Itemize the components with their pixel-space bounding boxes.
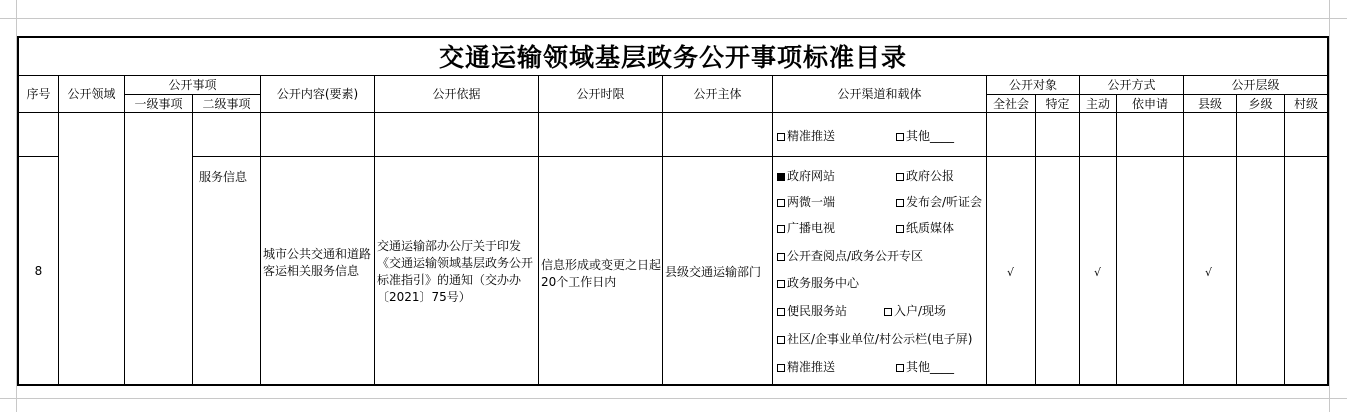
vline [1035,95,1036,385]
gridline [1329,0,1330,412]
header-time-limit: 公开时限 [576,87,625,101]
vline [1236,95,1237,385]
border-right [1327,36,1329,386]
checkbox-unchecked-icon [884,308,892,316]
header-subject: 公开主体 [693,87,742,101]
check-object-all: √ [1007,266,1015,279]
vline [260,76,261,385]
gridline [0,398,1347,399]
check-level-county: √ [1205,266,1213,279]
header-level-village: 村级 [1293,96,1318,111]
row-time-limit: 信息形成或变更之日起20个工作日内 [541,258,662,289]
channel-option: 纸质媒体 [896,220,954,237]
header-matter: 公开事项 [168,78,217,92]
channel-option: 其他____ [896,128,954,145]
header-level-county: 县级 [1197,96,1222,111]
header-channel: 公开渠道和载体 [837,87,922,101]
channel-option: 政府网站 [777,168,835,185]
header-matter-l1: 一级事项 [134,96,183,111]
channel-option: 精准推送 [777,128,835,145]
checkbox-unchecked-icon [777,280,785,288]
channel-option: 入户/现场 [884,303,946,320]
channel-option: 发布会/听证会 [896,194,986,208]
channel-option: 便民服务站 [777,303,847,320]
header-field: 公开领域 [67,87,116,101]
hline-header-bottom [17,112,1329,113]
row-basis: 交通运输部办公厅关于印发《交通运输领域基层政务公开标准指引》的通知（交办办〔2021〕75号） [377,239,534,304]
hline-row-rest [192,156,1328,157]
checkbox-unchecked-icon [777,199,785,207]
checkbox-unchecked-icon [896,173,904,181]
vline [374,76,375,385]
checkbox-unchecked-icon [896,225,904,233]
page-title: 交通运输领域基层政务公开事项标准目录 [438,43,907,72]
vline [1183,76,1184,385]
header-basis: 公开依据 [432,87,481,101]
channel-option: 政务服务中心 [777,275,859,292]
channel-option: 两微一端 [777,194,835,211]
channel-option: 其他____ [896,359,954,376]
checkbox-unchecked-icon [896,133,904,141]
border-bottom [17,384,1329,386]
checkbox-unchecked-icon [777,133,785,141]
row-content: 城市公共交通和道路客运相关服务信息 [263,247,372,278]
channel-option: 社区/企事业单位/村公示栏(电子屏) [777,331,985,348]
checkbox-unchecked-icon [777,308,785,316]
vline [192,95,193,385]
vline [538,76,539,385]
channel-option: 公开查阅点/政务公开专区 [777,248,923,265]
row-seq: 8 [34,264,43,278]
row-subject: 县级交通运输部门 [665,265,762,279]
checkbox-unchecked-icon [777,225,785,233]
checkbox-unchecked-icon [777,253,785,261]
vline [124,76,125,385]
checkbox-unchecked-icon [777,364,785,372]
channel-option: 政府公报 [896,168,954,185]
checkbox-unchecked-icon [777,336,785,344]
vline [1079,76,1080,385]
vline [986,76,987,385]
gridline [0,18,1347,19]
header-method-active: 主动 [1085,96,1110,111]
header-object: 公开对象 [1008,78,1057,92]
vline [58,76,59,385]
vline [1116,95,1117,385]
check-method-active: √ [1094,266,1102,279]
header-seq: 序号 [26,87,51,101]
checkbox-checked-icon [777,173,785,181]
vline [772,76,773,385]
vline [662,76,663,385]
vline [1284,95,1285,385]
checkbox-unchecked-icon [896,199,904,207]
header-method-request: 依申请 [1131,96,1168,111]
checkbox-unchecked-icon [896,364,904,372]
header-matter-l2: 二级事项 [202,96,251,111]
row-matter-l2: 服务信息 [199,170,248,184]
header-level-town: 乡级 [1248,96,1273,111]
header-content: 公开内容(要素) [276,87,359,101]
header-level: 公开层级 [1231,78,1280,92]
header-object-all: 全社会 [992,96,1029,111]
header-object-specific: 特定 [1045,96,1070,111]
header-method: 公开方式 [1107,78,1156,92]
channel-option: 精准推送 [777,359,835,376]
channel-option: 广播电视 [777,220,835,237]
